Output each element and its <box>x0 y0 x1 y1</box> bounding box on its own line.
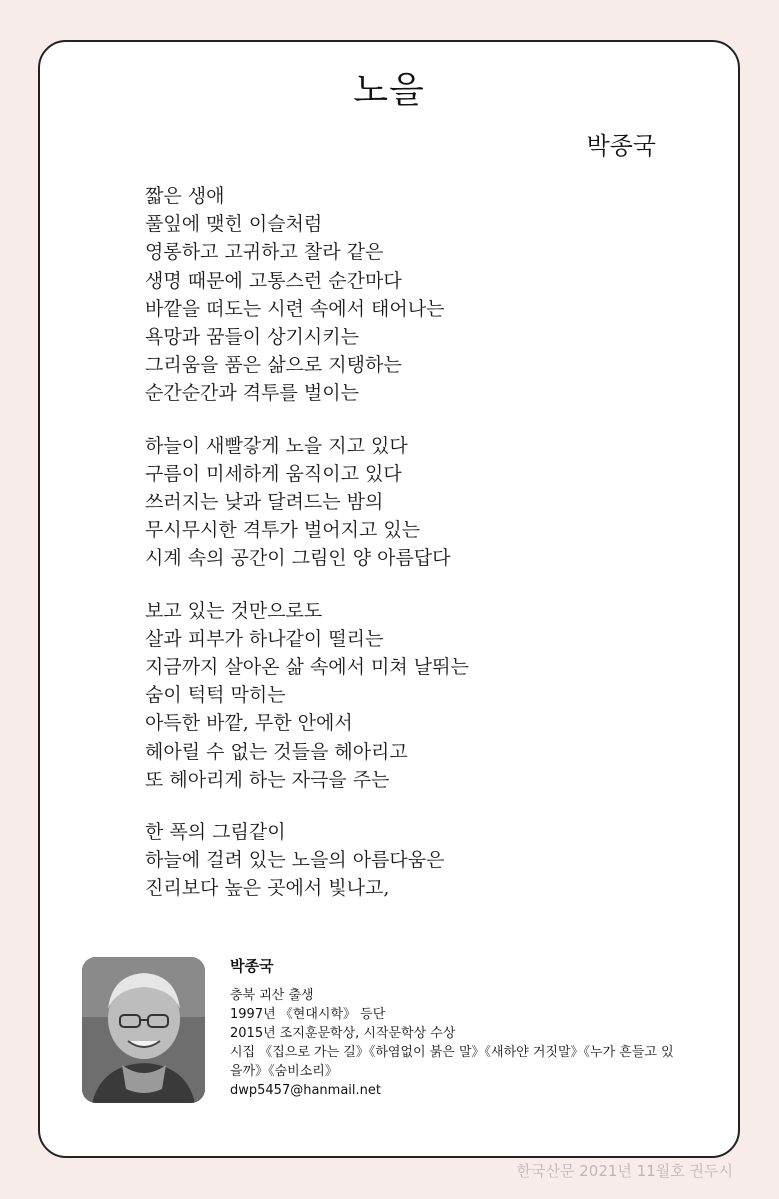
poem-line: 하늘에 걸려 있는 노을의 아름다움은 <box>145 849 445 872</box>
poem-line: 바깥을 떠도는 시련 속에서 태어나는 <box>145 297 445 320</box>
poem-line: 헤아릴 수 없는 것들을 헤아리고 <box>145 740 408 763</box>
poem-line: 생명 때문에 고통스런 순간마다 <box>145 269 402 292</box>
poem-line: 쓰러지는 낮과 달려드는 밤의 <box>145 491 384 514</box>
poem-line: 영롱하고 고귀하고 찰라 같은 <box>145 241 384 264</box>
bio-line: 시집 《집으로 가는 길》《하염없이 붉은 말》《새하얀 거짓말》《누가 흔들고 있 <box>230 1045 674 1060</box>
stanza <box>145 432 469 573</box>
bio-line: 충북 괴산 출생 <box>230 988 314 1003</box>
poem-line: 순간순간과 격투를 벌이는 <box>145 382 359 405</box>
bio-line: 1997년 《현대시학》 등단 <box>230 1007 386 1022</box>
poem-line: 진리보다 높은 곳에서 빛나고, <box>145 877 390 900</box>
poem-line: 지금까지 살아온 삶 속에서 미쳐 날뛰는 <box>145 656 469 679</box>
stanza <box>145 597 469 794</box>
poem-line: 짧은 생애 <box>145 185 225 207</box>
portrait-image <box>82 957 205 1103</box>
stanza <box>145 818 469 903</box>
poem-card <box>38 40 740 1158</box>
poem-line: 아득한 바깥, 무한 안에서 <box>145 712 353 735</box>
bio-name: 박종국 <box>230 957 274 975</box>
bio-email: dwp5457@hanmail.net <box>230 1083 381 1098</box>
author-bio <box>230 955 700 1100</box>
bio-line: 을까》《숨비소리》 <box>230 1064 338 1079</box>
poem-line: 살과 피부가 하나같이 떨리는 <box>145 627 384 650</box>
poem-line: 한 폭의 그림같이 <box>145 821 286 844</box>
stanza <box>145 182 469 408</box>
poem-title: 노을 <box>353 70 425 111</box>
poem-line: 숨이 턱턱 막히는 <box>145 684 286 707</box>
poem-line: 보고 있는 것만으로도 <box>145 599 323 622</box>
footer-credit: 한국산문 2021년 11월호 권두시 <box>516 1162 733 1180</box>
poem-body <box>145 182 469 927</box>
author-photo <box>82 957 205 1103</box>
poem-line: 하늘이 새빨갛게 노을 지고 있다 <box>145 434 408 457</box>
bio-line: 2015년 조지훈문학상, 시작문학상 수상 <box>230 1026 456 1041</box>
poem-line: 무시무시한 격투가 벌어지고 있는 <box>145 519 421 542</box>
poem-line: 욕망과 꿈들이 상기시키는 <box>145 326 359 349</box>
poem-line: 그리움을 품은 삶으로 지탱하는 <box>145 354 402 377</box>
poem-line: 또 헤아리게 하는 자극을 주는 <box>145 768 390 791</box>
poem-line: 구름이 미세하게 움직이고 있다 <box>145 462 402 485</box>
poem-author: 박종국 <box>586 132 656 160</box>
poem-line: 시계 속의 공간이 그림인 양 아름답다 <box>145 547 451 570</box>
poem-line: 풀잎에 맺힌 이슬처럼 <box>145 213 323 236</box>
